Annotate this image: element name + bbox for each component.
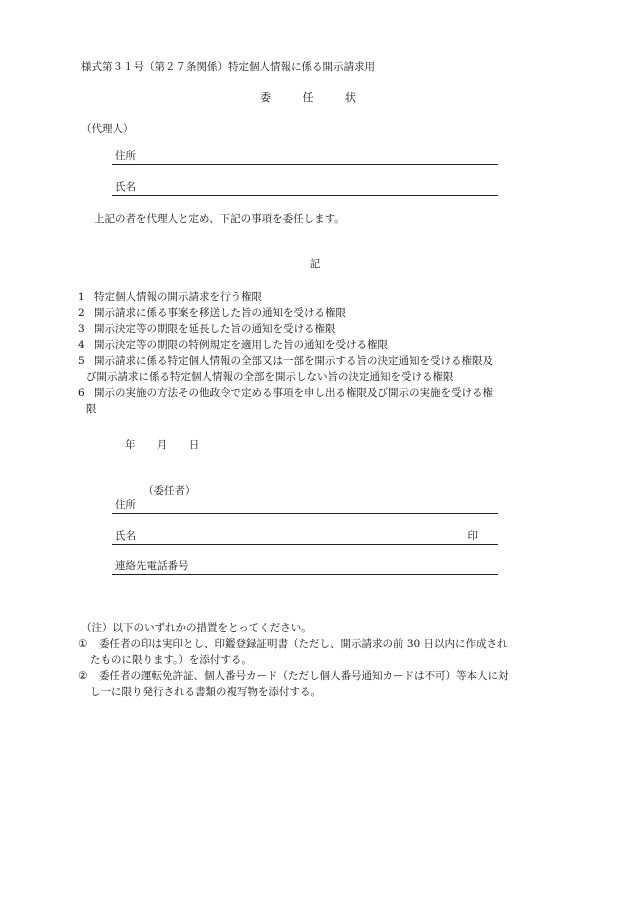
authority-item-number: 5 [78, 355, 85, 367]
agent-name-field[interactable] [112, 179, 498, 196]
date-day-label: 日 [188, 439, 200, 451]
agent-address-label: 住所 [115, 149, 136, 162]
authority-item-number: 1 [78, 291, 85, 303]
authority-item-number: 4 [78, 339, 85, 351]
authority-item [78, 321, 553, 337]
authority-item-text: 開示の実施の方法その他政令で定める事項を申し出る権限及び開示の実施を受ける権 [94, 387, 493, 399]
date-line[interactable] [125, 438, 217, 452]
authority-item-text: 開示請求に係る特定個人情報の全部又は一部を開示する旨の決定通知を受ける権限及 [94, 355, 493, 367]
principal-phone-label: 連絡先電話番号 [115, 559, 189, 572]
principal-address-field[interactable] [112, 497, 498, 514]
note-item [78, 668, 558, 700]
ki-heading: 記 [309, 258, 321, 270]
form-number-label: 様式第３１号（第２７条関係）特定個人情報に係る開示請求用 [81, 61, 375, 73]
authority-item [78, 385, 553, 417]
note-text: 委任者の印は実印とし、印鑑登録証明書（ただし、開示請求の前 30 日以内に作成され [99, 638, 508, 650]
notes-heading: （注）以下のいずれかの措置をとってください。 [81, 622, 312, 634]
note-mark: ② [78, 670, 88, 682]
intro-text: 上記の者を代理人と定め、下記の事項を委任します。 [94, 213, 345, 225]
authority-item-number: 2 [78, 307, 85, 319]
agent-heading: （代理人） [81, 123, 134, 135]
note-mark: ① [78, 638, 88, 650]
authority-item-number: 3 [78, 323, 85, 335]
seal-label: 印 [467, 529, 478, 542]
note-continuation: し一に限り発行される書類の複写物を添付する。 [90, 686, 321, 698]
principal-address-label: 住所 [115, 498, 136, 511]
authority-item-text: 特定個人情報の開示請求を行う権限 [94, 291, 262, 303]
authority-item-continuation: び開示請求に係る特定個人情報の全部を開示しない旨の決定通知を受ける権限 [86, 371, 454, 383]
principal-name-label: 氏名 [115, 529, 136, 542]
authority-item [78, 353, 553, 385]
note-text: 委任者の運転免許証、個人番号カード（ただし個人番号通知カードは不可）等本人に対 [99, 670, 509, 682]
authority-item-number: 6 [78, 387, 85, 399]
note-continuation: たものに限ります。）を添付する。 [90, 654, 252, 666]
authority-item-text: 開示決定等の期限の特例規定を適用した旨の通知を受ける権限 [94, 339, 388, 351]
authority-item-continuation: 限 [86, 403, 97, 415]
notes-section [78, 620, 558, 700]
document-title: 委 任 状 [260, 91, 370, 104]
authority-item-text: 開示決定等の期限を延長した旨の通知を受ける権限 [94, 323, 336, 335]
authority-item [78, 337, 553, 353]
date-month-label: 月 [156, 439, 168, 451]
authority-list [78, 289, 553, 417]
agent-address-field[interactable] [112, 148, 498, 165]
date-year-label: 年 [125, 439, 136, 451]
note-item [78, 636, 558, 668]
authority-item [78, 289, 553, 305]
authority-item [78, 305, 553, 321]
principal-name-field[interactable] [112, 528, 498, 545]
principal-heading: （委任者） [143, 485, 196, 497]
principal-phone-field[interactable] [112, 558, 498, 575]
authority-item-text: 開示請求に係る事案を移送した旨の通知を受ける権限 [94, 307, 346, 319]
agent-name-label: 氏名 [115, 180, 136, 193]
